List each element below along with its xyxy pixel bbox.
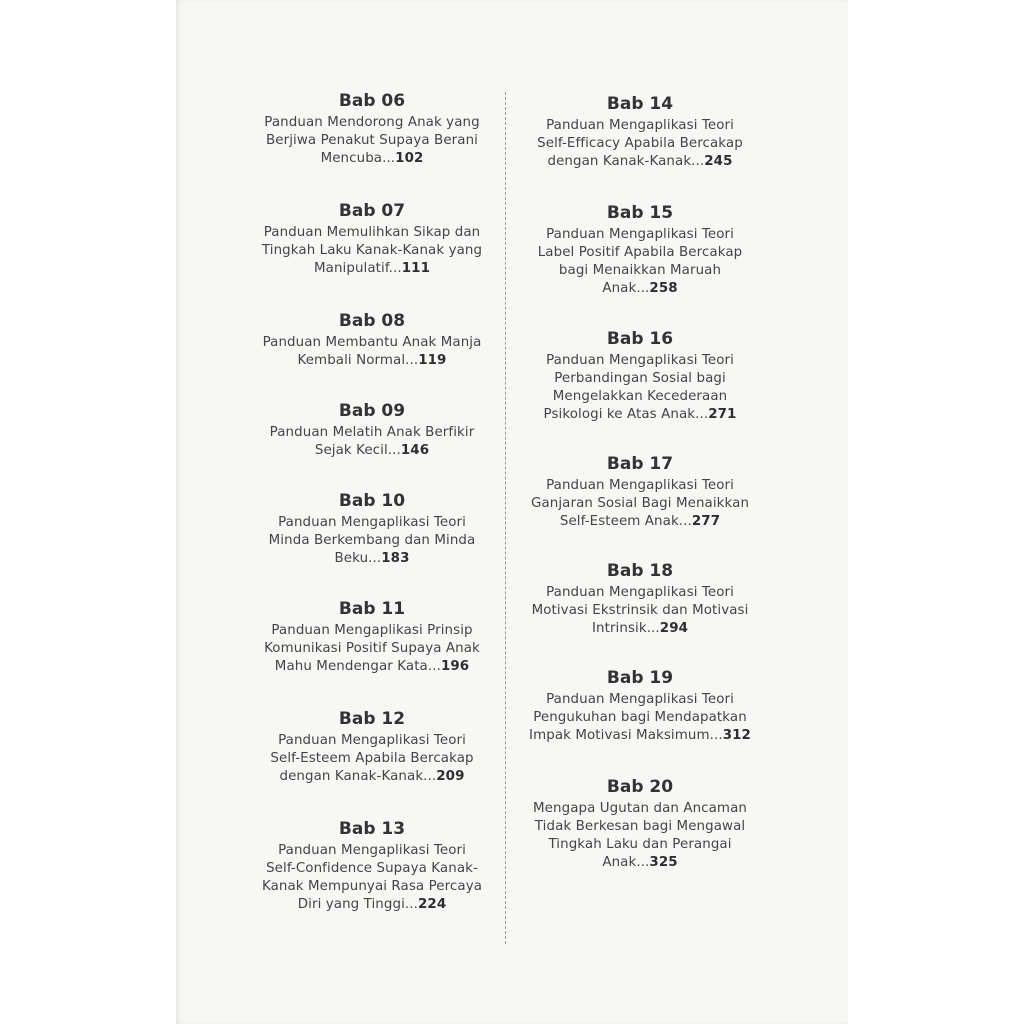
title-text: Label Positif Apabila Bercakap — [537, 245, 743, 260]
chapter-title-line — [222, 622, 522, 640]
chapter-title-line — [222, 658, 522, 676]
title-text: Panduan Memulihkan Sikap dan — [263, 225, 481, 240]
chapter-title-line — [222, 550, 522, 568]
chapter-title-line — [222, 842, 522, 860]
chapter-title — [490, 800, 790, 872]
chapter-number: Bab 19 — [606, 668, 674, 688]
title-text: Panduan Mengaplikasi Teori — [546, 353, 734, 368]
title-text: Intrinsik... — [591, 621, 660, 636]
chapter-title-line — [490, 135, 790, 153]
chapter-number: Bab 14 — [606, 94, 674, 114]
title-text: Panduan Mengaplikasi Teori — [546, 692, 734, 707]
title-text: Panduan Mengaplikasi Teori — [546, 118, 734, 133]
chapter-number: Bab 07 — [338, 201, 406, 221]
page-number: 258 — [649, 281, 678, 296]
chapter-title-line — [490, 818, 790, 836]
chapter-title — [490, 352, 790, 424]
chapter-title-line — [222, 878, 522, 896]
title-text: Anak... — [602, 855, 650, 870]
toc-entry — [490, 667, 790, 745]
page-number: 183 — [381, 551, 410, 566]
chapter-title-line — [490, 836, 790, 854]
title-text: Diri yang Tinggi... — [297, 897, 418, 912]
chapter-title-line — [490, 244, 790, 262]
chapter-title-line — [490, 280, 790, 298]
page-spine-margin — [0, 0, 176, 1024]
chapter-title-line — [490, 602, 790, 620]
toc-entry — [222, 90, 522, 168]
chapter-title-line — [490, 495, 790, 513]
chapter-title-line — [222, 768, 522, 786]
title-text: Mahu Mendengar Kata... — [274, 659, 441, 674]
title-text: Self-Esteem Apabila Bercakap — [270, 751, 474, 766]
title-text: Anak... — [602, 281, 650, 296]
page-number: 209 — [436, 769, 465, 784]
chapter-title-line — [222, 750, 522, 768]
chapter-title-line — [490, 691, 790, 709]
page-number: 277 — [691, 514, 721, 529]
chapter-title — [222, 622, 522, 676]
title-text: Self-Efficacy Apabila Bercakap — [537, 136, 743, 151]
title-text: Panduan Melatih Anak Berfikir — [269, 425, 475, 440]
chapter-title-line — [490, 584, 790, 602]
chapter-title-line — [222, 242, 522, 260]
chapter-title — [490, 226, 790, 298]
title-text: Berjiwa Penakut Supaya Berani — [266, 133, 478, 148]
chapter-title-line — [490, 620, 790, 638]
chapter-title-line — [490, 370, 790, 388]
chapter-number: Bab 12 — [338, 709, 406, 729]
chapter-title-line — [490, 477, 790, 495]
title-text: Pengukuhan bagi Mendapatkan — [533, 710, 747, 725]
page-number: 196 — [440, 659, 470, 674]
chapter-title-line — [490, 513, 790, 531]
page-number: 245 — [704, 154, 733, 169]
toc-entry — [222, 708, 522, 786]
chapter-number: Bab 09 — [338, 401, 406, 421]
chapter-title-line — [490, 800, 790, 818]
chapter-title-line — [490, 262, 790, 280]
title-text: Panduan Mengaplikasi Teori — [546, 227, 734, 242]
chapter-title-line — [490, 709, 790, 727]
title-text: bagi Menaikkan Maruah — [558, 263, 722, 278]
toc-entry — [222, 310, 522, 370]
page-number: 102 — [395, 151, 424, 166]
chapter-number: Bab 11 — [338, 599, 406, 619]
chapter-number: Bab 20 — [606, 777, 674, 797]
toc-entry — [490, 776, 790, 872]
chapter-title — [222, 334, 522, 370]
title-text: Minda Berkembang dan Minda — [268, 533, 476, 548]
page-number: 146 — [400, 443, 430, 458]
chapter-title-line — [222, 352, 522, 370]
page-number: 119 — [418, 353, 447, 368]
chapter-title-line — [490, 352, 790, 370]
chapter-title-line — [222, 896, 522, 914]
toc-entry — [222, 200, 522, 278]
chapter-number: Bab 06 — [338, 91, 406, 111]
chapter-title-line — [222, 442, 522, 460]
title-text: Manipulatif... — [313, 261, 402, 276]
toc-entry — [222, 400, 522, 460]
title-text: Komunikasi Positif Supaya Anak — [264, 641, 480, 656]
chapter-title-line — [222, 150, 522, 168]
title-text: Perbandingan Sosial bagi — [554, 371, 726, 386]
title-text: Self-Esteem Anak... — [559, 514, 692, 529]
toc-entry — [490, 328, 790, 424]
title-text: Panduan Mengaplikasi Teori — [278, 733, 466, 748]
chapter-title-line — [490, 406, 790, 424]
chapter-title-line — [490, 388, 790, 406]
toc-entry — [490, 560, 790, 638]
title-text: Tidak Berkesan bagi Mengawal — [534, 819, 746, 834]
chapter-title-line — [490, 153, 790, 171]
chapter-number: Bab 15 — [606, 203, 674, 223]
title-text: Tingkah Laku dan Perangai — [548, 837, 732, 852]
chapter-title — [222, 114, 522, 168]
page-number: 312 — [722, 728, 751, 743]
title-text: Panduan Mendorong Anak yang — [264, 115, 480, 130]
chapter-title — [490, 117, 790, 171]
chapter-title — [222, 732, 522, 786]
title-text: Panduan Mengaplikasi Teori — [278, 515, 466, 530]
chapter-title — [490, 477, 790, 531]
chapter-title-line — [490, 226, 790, 244]
title-text: Tingkah Laku Kanak-Kanak yang — [261, 243, 483, 258]
chapter-title — [222, 842, 522, 914]
chapter-number: Bab 13 — [338, 819, 406, 839]
title-text: Mengelakkan Kecederaan — [552, 389, 728, 404]
title-text: Ganjaran Sosial Bagi Menaikkan — [530, 496, 750, 511]
title-text: Beku... — [334, 551, 382, 566]
toc-entry — [222, 818, 522, 914]
page-number: 325 — [649, 855, 678, 870]
page-number: 294 — [659, 621, 689, 636]
chapter-title-line — [490, 854, 790, 872]
chapter-title-line — [222, 424, 522, 442]
chapter-title — [490, 584, 790, 638]
chapter-title — [222, 224, 522, 278]
chapter-title — [490, 691, 790, 745]
chapter-title-line — [222, 334, 522, 352]
title-text: Panduan Mengaplikasi Teori — [546, 585, 734, 600]
chapter-title-line — [222, 860, 522, 878]
chapter-title-line — [490, 727, 790, 745]
toc-entry — [490, 453, 790, 531]
chapter-title-line — [222, 260, 522, 278]
chapter-title-line — [222, 514, 522, 532]
title-text: dengan Kanak-Kanak... — [547, 154, 705, 169]
page-right-margin — [848, 0, 1024, 1024]
title-text: dengan Kanak-Kanak... — [279, 769, 437, 784]
title-text: Panduan Membantu Anak Manja — [262, 335, 482, 350]
chapter-title-line — [490, 117, 790, 135]
title-text: Panduan Mengaplikasi Prinsip — [271, 623, 473, 638]
chapter-title — [222, 514, 522, 568]
title-text: Impak Motivasi Maksimum... — [529, 728, 723, 743]
title-text: Psikologi ke Atas Anak... — [543, 407, 709, 422]
chapter-number: Bab 17 — [606, 454, 674, 474]
title-text: Kanak Mempunyai Rasa Percaya — [261, 879, 483, 894]
toc-entry — [490, 202, 790, 298]
chapter-number: Bab 10 — [338, 491, 406, 511]
page-number: 271 — [708, 407, 737, 422]
chapter-title-line — [222, 640, 522, 658]
toc-entry — [222, 490, 522, 568]
toc-entry — [222, 598, 522, 676]
title-text: Panduan Mengaplikasi Teori — [546, 478, 734, 493]
chapter-title-line — [222, 732, 522, 750]
chapter-number: Bab 08 — [338, 311, 406, 331]
title-text: Panduan Mengaplikasi Teori — [278, 843, 466, 858]
chapter-title-line — [222, 532, 522, 550]
chapter-title — [222, 424, 522, 460]
chapter-title-line — [222, 224, 522, 242]
title-text: Sejak Kecil... — [314, 443, 401, 458]
page-number: 111 — [401, 261, 431, 276]
chapter-number: Bab 16 — [606, 329, 674, 349]
chapter-title-line — [222, 132, 522, 150]
title-text: Self-Confidence Supaya Kanak- — [266, 861, 478, 876]
title-text: Mencuba... — [320, 151, 396, 166]
title-text: Kembali Normal... — [297, 353, 419, 368]
toc-entry — [490, 93, 790, 171]
title-text: Motivasi Ekstrinsik dan Motivasi — [531, 603, 749, 618]
title-text: Mengapa Ugutan dan Ancaman — [533, 801, 747, 816]
chapter-title-line — [222, 114, 522, 132]
page-number: 224 — [418, 897, 447, 912]
chapter-number: Bab 18 — [606, 561, 674, 581]
